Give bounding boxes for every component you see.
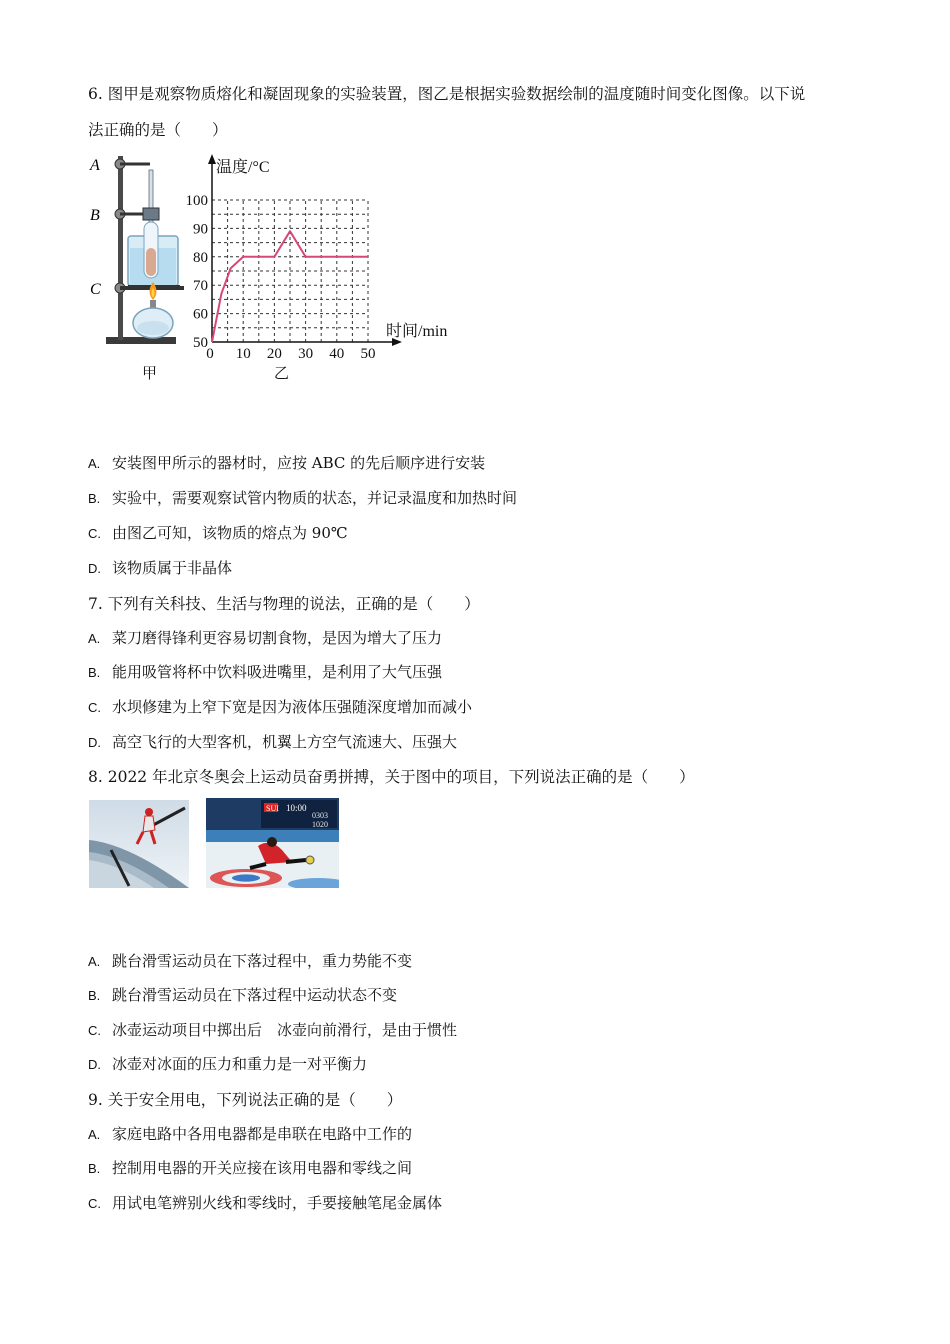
q8-option-b[interactable]: [88, 984, 397, 1005]
y-axis-label: 温度/°C: [216, 159, 270, 176]
option-text: 该物质属于非晶体: [112, 559, 233, 577]
option-text: 用试电笔辨别火线和零线时，手要接触笔尾金属体: [112, 1194, 443, 1212]
scoreboard-s1: 0303: [312, 811, 328, 820]
y-tick-label: 70: [193, 278, 208, 295]
q7-option-b[interactable]: [88, 661, 442, 682]
option-text: 菜刀磨得锋利更容易切割食物，是因为增大了压力: [112, 629, 443, 647]
y-axis-arrow: [208, 154, 216, 164]
option-letter: B.: [88, 988, 101, 1003]
ski-jump-photo: [89, 800, 189, 888]
x-axis-label: 时间/min: [386, 323, 448, 340]
y-tick-label: 80: [193, 249, 208, 266]
y-tick-label: 90: [193, 221, 208, 238]
label-c: C: [90, 281, 101, 298]
q6-stem-line1: 6. 图甲是观察物质熔化和凝固现象的实验装置，图乙是根据实验数据绘制的温度随时间变化图像。以下说: [88, 85, 806, 103]
option-text: 跳台滑雪运动员在下落过程中，重力势能不变: [112, 952, 413, 970]
temperature-time-chart: [176, 150, 456, 365]
curling-photo: [206, 798, 339, 888]
q9-stem: 9. 关于安全用电，下列说法正确的是（ ）: [88, 1091, 403, 1109]
q9-option-b[interactable]: [88, 1157, 412, 1178]
option-text: 水坝修建为上窄下宽是因为液体压强随深度增加而减小: [112, 698, 473, 716]
q9-option-c[interactable]: [88, 1192, 442, 1213]
q8-stem: 8. 2022 年北京冬奥会上运动员奋勇拼搏，关于图中的项目，下列说法正确的是（ ）: [88, 768, 695, 786]
option-letter: D.: [88, 1057, 101, 1072]
option-text: 高空飞行的大型客机，机翼上方空气流速大、压强大: [112, 733, 458, 751]
y-tick-label: 50: [193, 335, 208, 351]
option-letter: B.: [88, 665, 101, 680]
option-text: 跳台滑雪运动员在下落过程中运动状态不变: [112, 986, 398, 1004]
option-text: 能用吸管将杯中饮料吸进嘴里，是利用了大气压强: [112, 663, 443, 681]
y-tick-label: 60: [193, 306, 208, 323]
q6-option-a[interactable]: [88, 452, 485, 473]
label-b: B: [90, 207, 100, 224]
option-letter: C.: [88, 1196, 101, 1211]
q6-option-b[interactable]: [88, 487, 517, 508]
option-text: 由图乙可知，该物质的熔点为 90℃: [112, 524, 348, 542]
y-tick-label: 100: [185, 193, 208, 209]
q7-stem: 7. 下列有关科技、生活与物理的说法，正确的是（ ）: [88, 595, 480, 613]
option-letter: B.: [88, 491, 101, 506]
fig-yi-caption: 乙: [274, 364, 290, 382]
option-letter: C.: [88, 700, 101, 715]
x-tick-label: 40: [329, 346, 345, 362]
fig-jia-caption: 甲: [142, 364, 158, 382]
scoreboard-flag: SUI: [266, 804, 279, 813]
option-text: 家庭电路中各用电器都是串联在电路中工作的: [112, 1125, 413, 1143]
x-tick-label: 0: [206, 346, 214, 362]
option-letter: B.: [88, 1161, 101, 1176]
option-letter: D.: [88, 735, 101, 750]
q6-option-d[interactable]: [88, 557, 232, 578]
x-tick-label: 30: [298, 346, 314, 362]
scoreboard-time: 10:00: [286, 803, 307, 813]
q7-option-d[interactable]: [88, 731, 457, 752]
option-letter: A.: [88, 456, 101, 471]
label-a: A: [90, 157, 100, 174]
q8-option-c[interactable]: [88, 1019, 457, 1040]
option-text: 冰壶对冰面的压力和重力是一对平衡力: [112, 1055, 368, 1073]
q8-option-d[interactable]: [88, 1053, 367, 1074]
option-text: 实验中，需要观察试管内物质的状态，并记录温度和加热时间: [112, 489, 518, 507]
q9-option-a[interactable]: [88, 1123, 412, 1144]
scoreboard-s2: 1020: [312, 820, 328, 829]
option-letter: A.: [88, 631, 101, 646]
option-letter: C.: [88, 1023, 101, 1038]
q8-option-a[interactable]: [88, 950, 412, 971]
option-letter: A.: [88, 954, 101, 969]
option-text: 冰壶运动项目中掷出后 冰壶向前滑行，是由于惯性: [112, 1021, 458, 1039]
option-text: 安装图甲所示的器材时，应按 ABC 的先后顺序进行安装: [112, 454, 486, 472]
x-tick-label: 10: [235, 346, 251, 362]
q7-option-c[interactable]: [88, 696, 472, 717]
x-tick-label: 50: [360, 346, 376, 362]
option-letter: C.: [88, 526, 101, 541]
option-letter: A.: [88, 1127, 101, 1142]
option-text: 控制用电器的开关应接在该用电器和零线之间: [112, 1159, 413, 1177]
q7-option-a[interactable]: [88, 627, 442, 648]
x-tick-label: 20: [266, 346, 282, 362]
q6-option-c[interactable]: [88, 522, 348, 543]
q6-stem-line2: 法正确的是（ ）: [88, 121, 228, 139]
option-letter: D.: [88, 561, 101, 576]
